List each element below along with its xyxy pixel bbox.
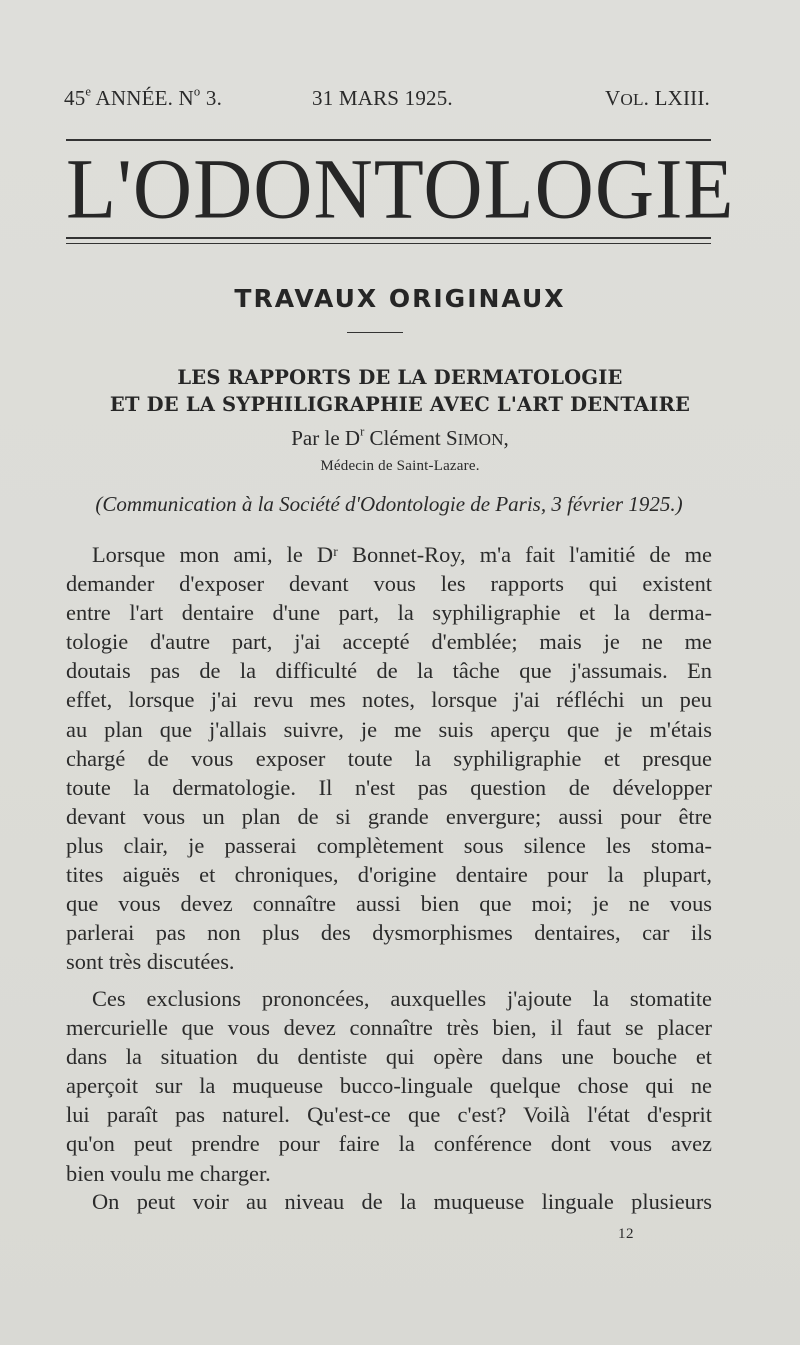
text-line: devant vous un plan de si grande envergure; aussi pour être [66, 803, 712, 829]
section-divider [347, 332, 403, 333]
text-line: parlerai pas non plus des dysmorphismes dentaires, car ils [66, 920, 712, 946]
issue-number: 45e ANNÉE. $N^o$ 3. [64, 84, 223, 110]
title-bottom-rule-thin [66, 243, 711, 244]
text-line: doutais pas de la difficulté de la tâche que j'assumais. En [66, 658, 712, 684]
volume-number: VOL. LXIII. [604, 86, 710, 110]
communication-note: (Communication à la Société d'Odontologie de Paris, 3 février 1925.) [95, 492, 683, 516]
text-line: Ces exclusions prononcées, auxquelles j'ajoute la stomatite [92, 986, 712, 1011]
text-line: entre l'art dentaire d'une part, la syphiligraphie et la derma- [66, 600, 712, 626]
text-line: sont très discutées. [66, 949, 235, 975]
text-line: mercurielle que vous devez connaître très bien, il faut se placer [66, 1015, 712, 1041]
text-line: chargé de vous exposer toute la syphiligraphie et presque [66, 745, 712, 771]
journal-title: L'ODONTOLOGIE [66, 140, 735, 237]
text-line: Lorsque mon ami, le Dʳ Bonnet-Roy, m'a fait l'amitié de me [92, 542, 712, 567]
title-bottom-rule [66, 237, 711, 239]
text-line: au plan que j'allais suivre, je me suis aperçu que je m'étais [66, 716, 712, 742]
text-line: que vous devez connaître aussi bien que moi; je ne vous [66, 891, 712, 917]
running-header [64, 86, 712, 116]
author-byline: Par le $D^r$ Clément SIMON, [291, 424, 509, 450]
text-line: lui paraît pas naturel. Qu'est-ce que c'est? Voilà l'état d'esprit [66, 1102, 712, 1128]
text-line: bien voulu me charger. [66, 1160, 271, 1186]
author-affiliation: Médecin de Saint-Lazare. [320, 458, 480, 474]
text-line: On peut voir au niveau de la muqueuse linguale plusieurs [92, 1189, 712, 1214]
text-line: aperçoit sur la muqueuse bucco-linguale quelque chose qui ne [66, 1073, 712, 1099]
page-number: 12 [618, 1226, 634, 1242]
text-line: tites aiguës et chroniques, d'origine dentaire pour la plupart, [66, 862, 712, 888]
text-line: dans la situation du dentiste qui opère dans une bouche et [66, 1044, 712, 1070]
text-line: tologie d'autre part, j'ai accepté d'emblée; mais je ne me [66, 629, 712, 655]
text-line: demander d'exposer devant vous les rapports qui existent [66, 571, 712, 597]
article-title-line-1: LES RAPPORTS DE LA DERMATOLOGIE [177, 366, 623, 389]
text-line: qu'on peut prendre pour faire la conférence dont vous avez [66, 1131, 712, 1157]
issue-date: 31 MARS 1925. [312, 86, 453, 110]
text-line: plus clair, je passerai complètement sous silence les stoma- [66, 832, 712, 858]
text-line: effet, lorsque j'ai revu mes notes, lorsque j'ai réfléchi un peu [66, 687, 712, 713]
text-line: toute la dermatologie. Il n'est pas question de développer [66, 774, 712, 800]
body-paragraph-2 [66, 984, 712, 1188]
body-paragraph-3 [66, 1187, 712, 1216]
body-paragraph-1 [66, 540, 712, 976]
section-title: TRAVAUX ORIGINAUX [234, 284, 566, 313]
article-title-line-2: ET DE LA SYPHILIGRAPHIE AVEC L'ART DENTAIRE [109, 393, 691, 416]
